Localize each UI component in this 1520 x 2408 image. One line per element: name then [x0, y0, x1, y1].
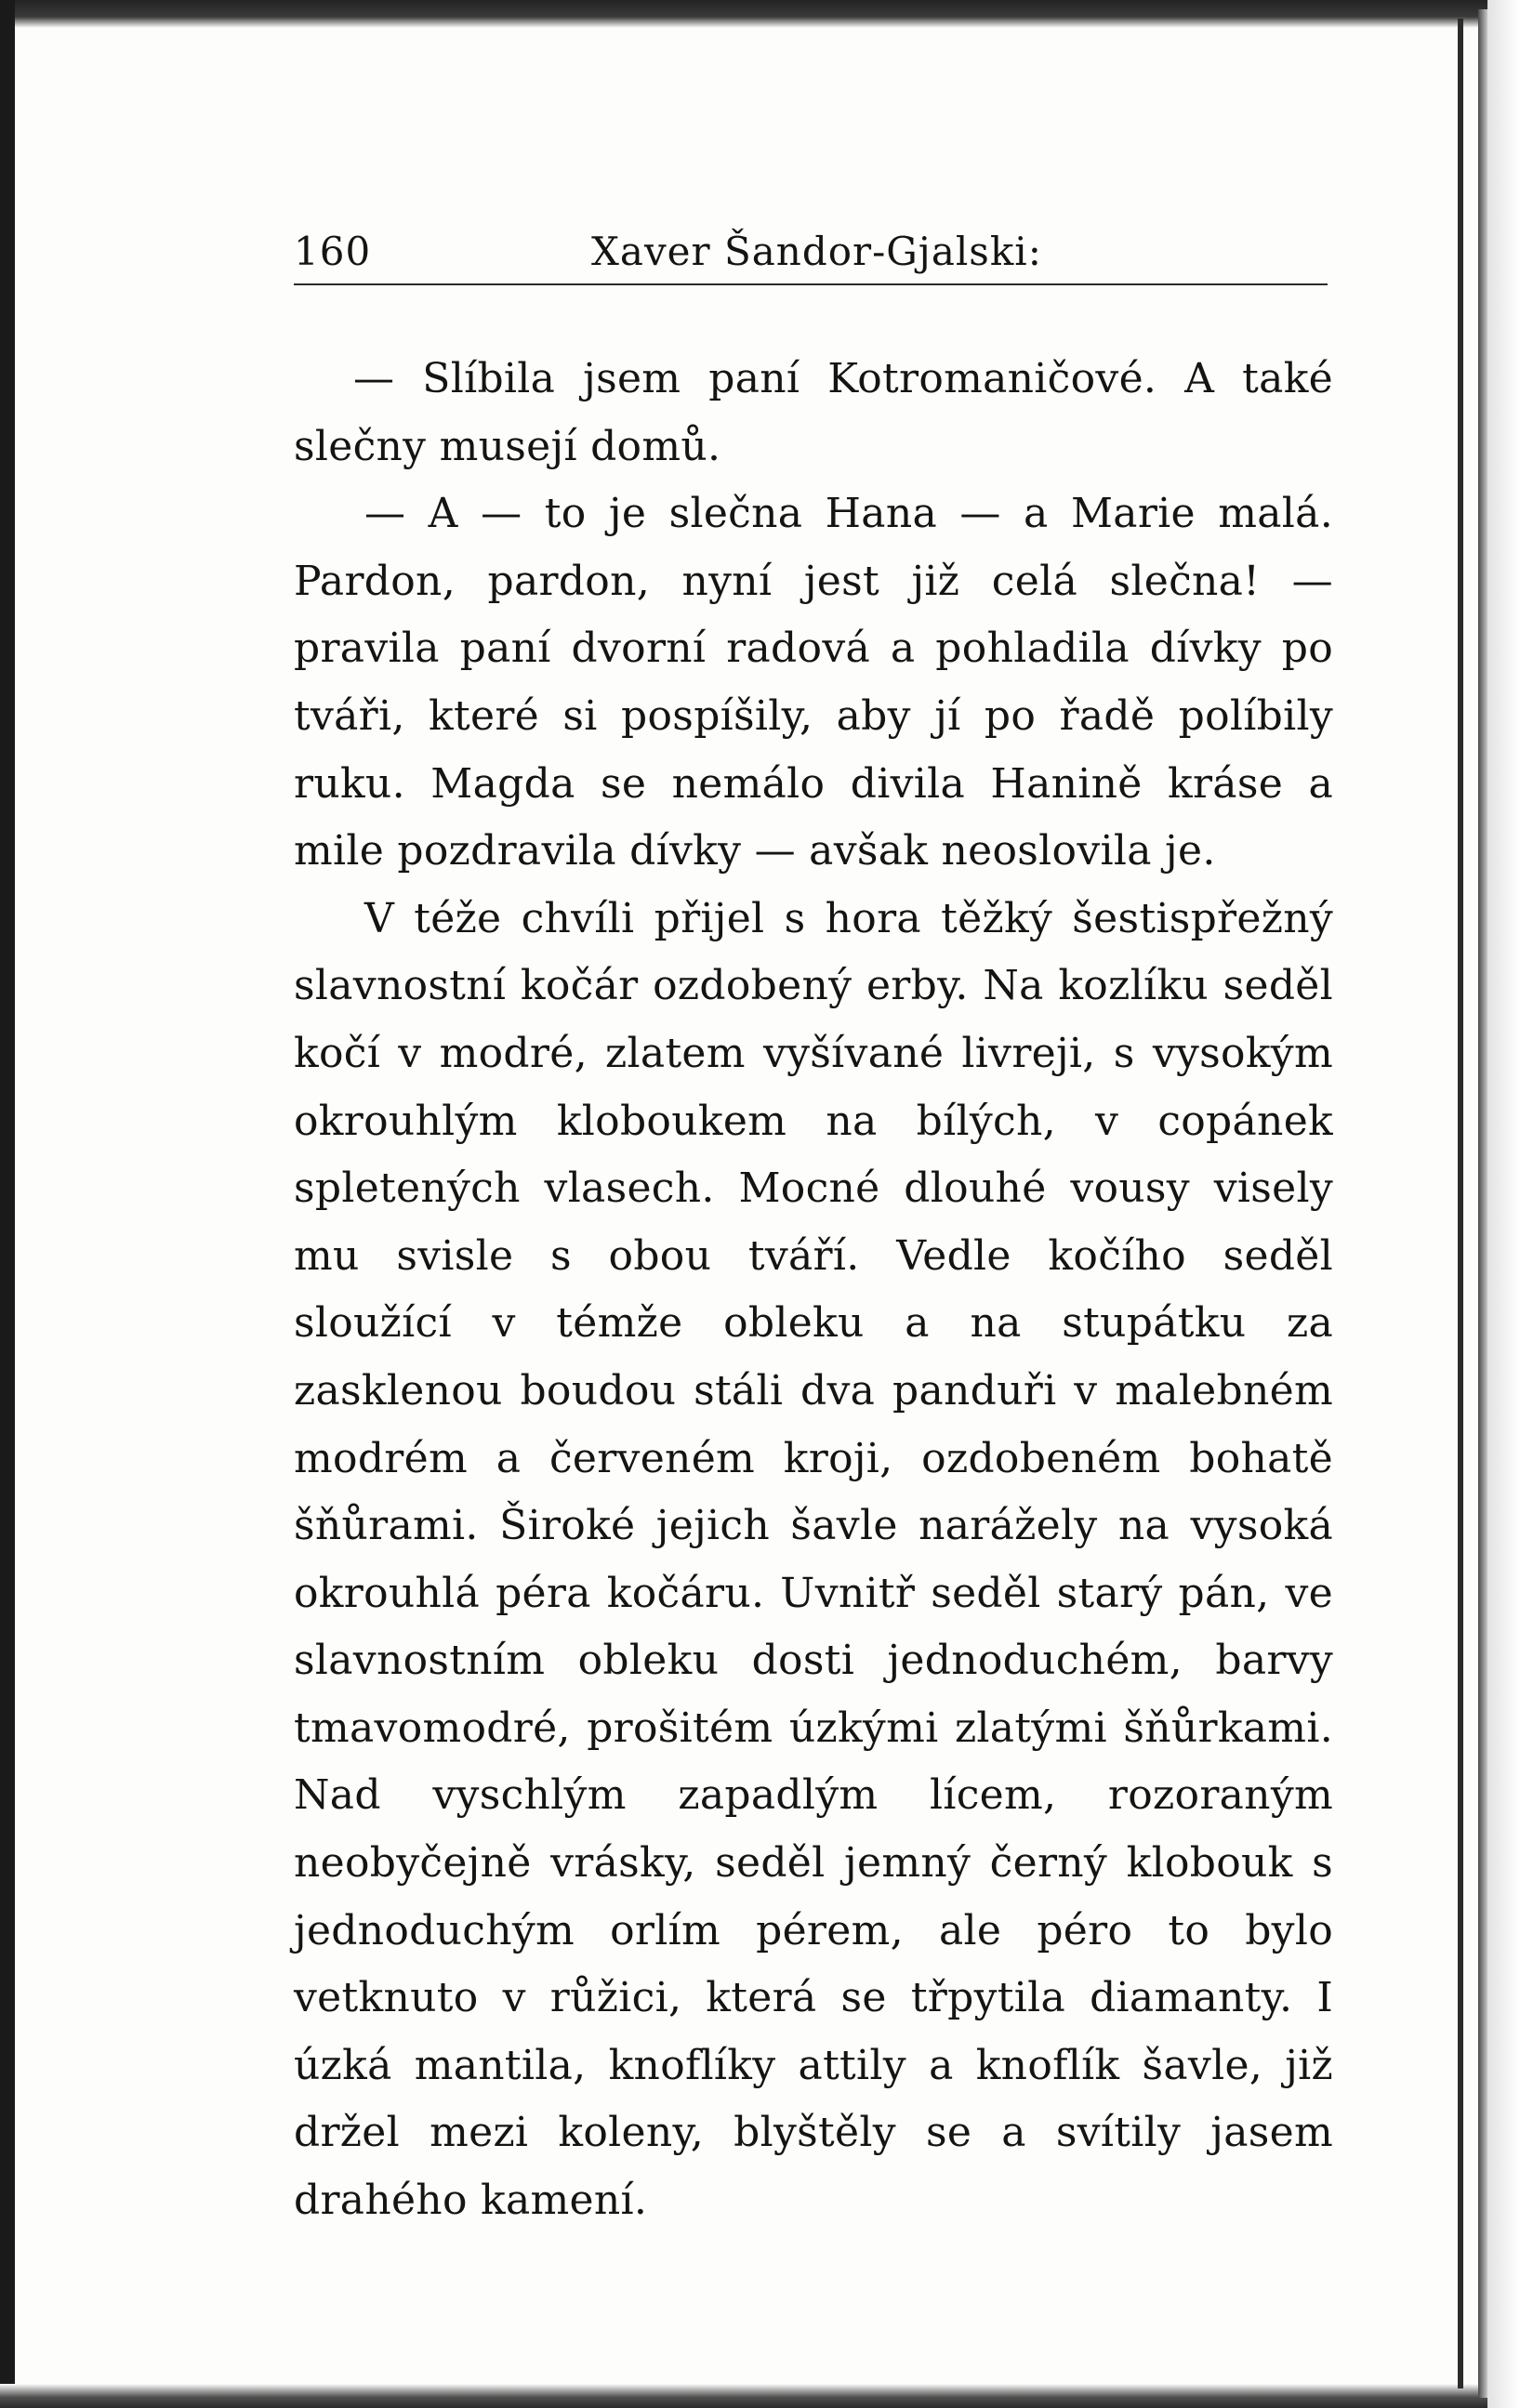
scan-border-left	[0, 0, 15, 2408]
scan-border-top	[0, 0, 1520, 28]
page-edge-margin	[1487, 0, 1520, 2408]
header-rule	[294, 283, 1328, 285]
paragraph-3: V téže chvíli přijel s hora těžký šestispřežný slavnostní kočár ozdobený erby. Na kozlíku seděl kočí v modré, zlatem vyšívané livreji, s vysokým okrouhlým kloboukem na bílých, v copánek spletených vlasech. Mocné dlouhé vousy visely mu svisle s obou tváří. Vedle kočího seděl sloužící v témže obleku a na stupátku za zasklenou boudou stáli dva panduři v malebném modrém a červeném kroji, ozdobeném bohatě šňůrami. Široké jejich šavle narážely na vysoká okrouhlá péra kočáru. Uvnitř seděl starý pán, ve slavnostním obleku dosti jednoduchém, barvy tmavomodré, prošitém úzkými zlatými šňůrkami. Nad vyschlým zapadlým lícem, rozoraným neobyčejně vrásky, seděl jemný černý klobouk s jednoduchým orlím pérem, ale péro to bylo vetknuto v růžici, která se třpytila diamanty. I úzká mantila, knoflíky attily a knoflík šavle, již držel mezi koleny, blyštěly se a svítily jasem drahého kamení.	[294, 894, 1333, 2225]
running-title: Xaver Šandor-Gjalski:	[591, 229, 1042, 274]
paragraph-2: — A — to je slečna Hana — a Marie malá. Pardon, pardon, nyní jest již celá slečna! — pravila paní dvorní radová a pohladila dívky po tváři, které si pospíšily, aby jí po řadě políbily ruku. Magda se nemálo divila Hanině kráse a mile pozdravila dívky — avšak neoslovila je.	[294, 490, 1333, 875]
page-edge-gradient	[1478, 9, 1487, 2398]
page-edge-shadow	[1458, 19, 1463, 2388]
paragraph-1: — Slíbila jsem paní Kotromaničové. A také slečny musejí domů.	[294, 355, 1333, 470]
running-header	[294, 219, 1328, 284]
scan-border-bottom	[0, 2384, 1520, 2408]
page-number: 160	[294, 229, 372, 274]
body-text	[294, 346, 1333, 2235]
